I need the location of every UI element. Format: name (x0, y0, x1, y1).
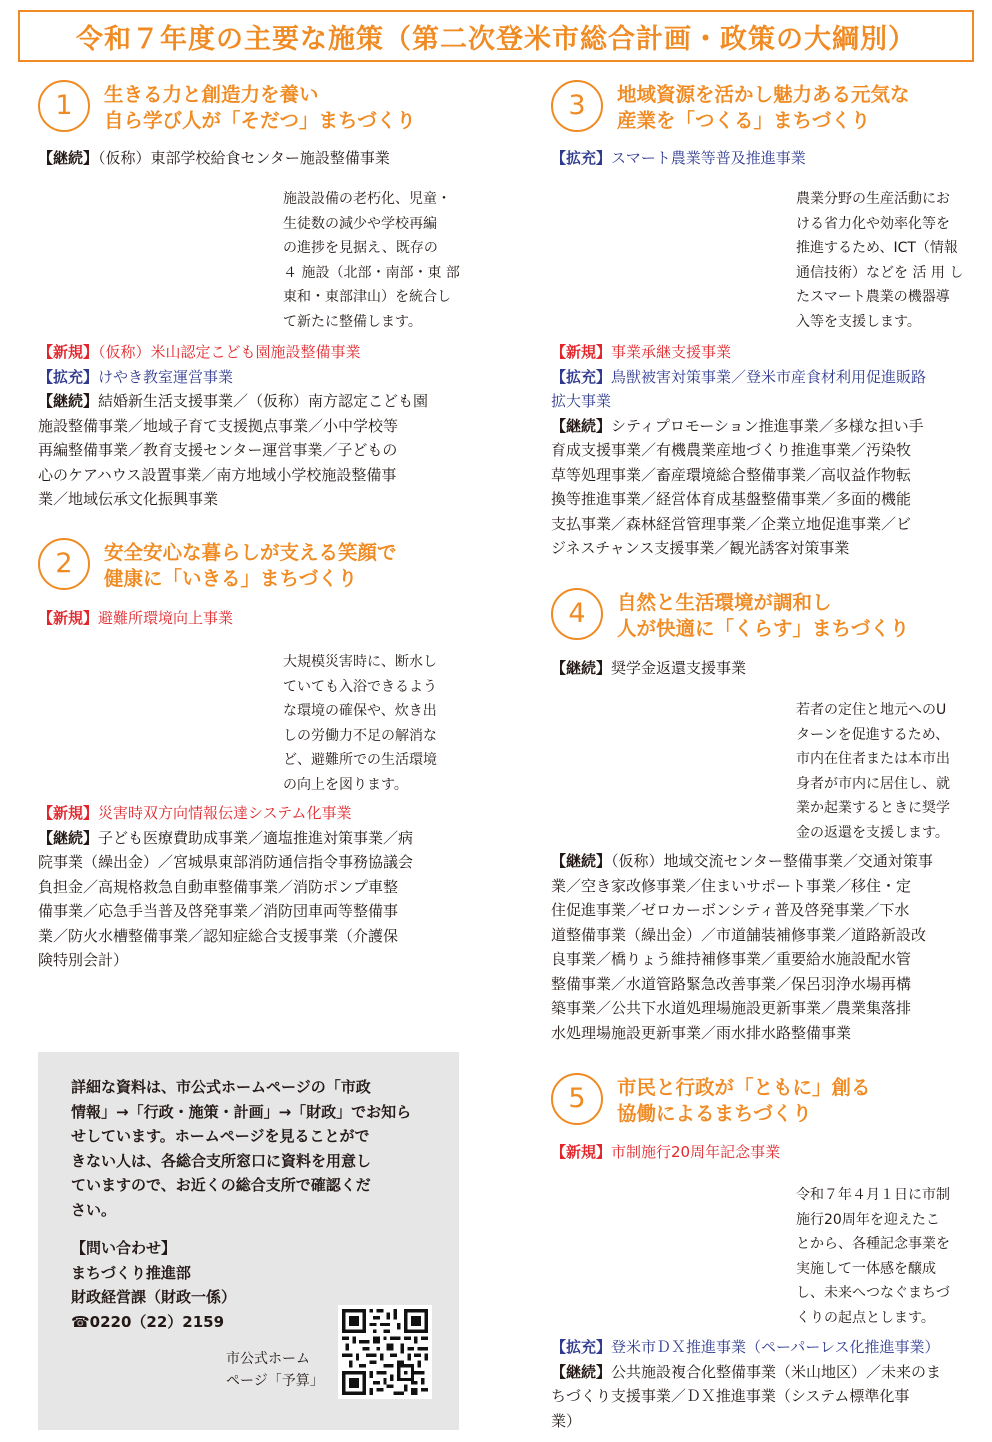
theme-3-note: 農業分野の生産活動にお ける省力化や効率化等を 推進するため、ICT（情報 通信技術）などを 活 用 し たスマート農業の機器導 入等を支援します。 (796, 191, 964, 330)
contact-heading: 【問い合わせ】 (71, 1239, 177, 1257)
theme-5-item-list: 【拡充】登米市ＤＸ推進事業（ペーパーレス化推進事業） 【継続】公共施設複合化整備事業（米山地区）／未来のま ちづくり支援事業／ＤＸ推進事業（システム標準化事 業） (551, 1335, 983, 1433)
theme-2-first-item: 【新規】避難所環境向上事業 (38, 609, 234, 627)
theme-2-title: 安全安心な暮らしが支える笑顔で 健康に「いきる」まちづくり (104, 541, 397, 590)
inquiry-panel (38, 1052, 459, 1430)
list-item: 【新規】事業承継支援事業 (551, 343, 732, 361)
theme-4-note: 若者の定住と地元へのU ターンを促進するため、 市内在住者または本市出 身者が市内に居住し、就 業か起業するときに奨学 金の返還を支援します。 (796, 702, 950, 841)
theme-5-title: 市民と行政が「ともに」創る 協働によるまちづくり (617, 1076, 871, 1125)
list-item: 【継続】結婚新生活支援事業／（仮称）南方認定こども園 (38, 392, 429, 410)
contact-department: まちづくり推進部 (71, 1263, 191, 1282)
theme-4-first-item: 【継続】奨学金返還支援事業 (551, 659, 747, 677)
list-item: 【継続】（仮称）地域交流センター整備事業／交通対策事 (551, 852, 933, 870)
theme-2-note: 大規模災害時に、断水し ていても入浴できるよう な環境の確保や、炊き出 しの労働力不足の解消な ど、避難所での生活環境 の向上を図ります。 (283, 654, 437, 793)
theme-5-note: 令和７年４月１日に市制 施行20周年を迎えたこ とから、各種記念事業を 実施して一体感を醸成 し、未来へつなぐまちづ くりの起点とします。 (796, 1187, 950, 1326)
theme-1-note: 施設設備の老朽化、児童・ 生徒数の減少や学校再編 の進捗を見据え、既存の ４ 施設（北部・南部・東 部 東和・東部津山）を統合し て新たに整備します。 (283, 191, 460, 330)
list-item: 【継続】公共施設複合化整備事業（米山地区）／未来のま (551, 1362, 942, 1381)
theme-2-header (38, 538, 470, 594)
page-title: 令和７年度の主要な施策（第二次登米市総合計画・政策の大綱別） (18, 10, 974, 62)
theme-5-number-badge: 5 (551, 1073, 603, 1125)
contact-phone: ☎0220（22）2159 (71, 1312, 225, 1331)
theme-4-item-list: 【継続】（仮称）地域交流センター整備事業／交通対策事 業／空き家改修事業／住まいサポート事業／移住・定 住促進事業／ゼロカーボンシティ普及啓発事業／下水 道整備事業（繰出金）／市道舗装補修事業／道路新設改 良事業／橋りょう維持補修事業／重要給水施設配水管 整備事業／水道管路緊急改善事業／保呂羽浄水場再構 築事業／公共下水道処理場施設更新事業／農業集落排 水処理場施設更新事業／雨水排水路整備事業 (551, 849, 983, 1045)
qr-caption: 市公式ホーム ページ「予算」 (226, 1351, 324, 1389)
theme-1-header (38, 80, 470, 136)
theme-4-header (551, 588, 983, 644)
list-item: 【継続】シティプロモーション推進事業／多様な担い手 (551, 416, 924, 435)
list-item: 【拡充】けやき教室運営事業 (38, 367, 234, 386)
theme-1-item-list: 【新規】（仮称）米山認定こども園施設整備事業 【拡充】けやき教室運営事業 【継続】結婚新生活支援事業／（仮称）南方認定こども園 施設整備事業／地域子育て支援拠点事業／小中学校等 再編整備事業／教育支援センター運営事業／子どもの 心のケアハウス設置事業／南方地域小学校施設整備事 業／地域伝承文化振興事業 (38, 340, 470, 512)
list-item: 【拡充】鳥獣被害対策事業／登米市産食材利用促進販路 (551, 367, 927, 386)
contact-section: 財政経営課（財政一係） (71, 1288, 237, 1306)
theme-1-title: 生きる力と創造力を養い 自ら学び人が「そだつ」まちづくり (104, 83, 416, 132)
theme-5-first-item: 【新規】市制施行20周年記念事業 (551, 1143, 781, 1161)
theme-1-first-item: 【継続】（仮称）東部学校給食センター施設整備事業 (38, 149, 390, 167)
list-item: 【新規】（仮称）米山認定こども園施設整備事業 (38, 343, 361, 361)
theme-3-first-item: 【拡充】スマート農業等普及推進事業 (551, 149, 806, 167)
list-item: 【拡充】登米市ＤＸ推進事業（ペーパーレス化推進事業） (551, 1338, 940, 1356)
list-item: 【継続】子ども医療費助成事業／適塩推進対策事業／病 (38, 828, 414, 847)
qr-code-icon[interactable] (338, 1305, 432, 1399)
theme-3-header (551, 80, 983, 136)
theme-3-item-list: 【新規】事業承継支援事業 【拡充】鳥獣被害対策事業／登米市産食材利用促進販路 拡大事業 【継続】シティプロモーション推進事業／多様な担い手 育成支援事業／有機農業産地づくり推進事業／汚染牧 草等処理事業／畜産環境総合整備事業／高収益作物転 換等推進事業／経営体育成基盤整備事業／多面的機能 支払事業／森林経営管理事業／企業立地促進事業／ビ ジネスチャンス支援事業／観光誘客対策事業 (551, 340, 983, 561)
list-item: 【新規】災害時双方向情報伝達システム化事業 (38, 804, 352, 822)
theme-2-number-badge: 2 (38, 538, 90, 590)
contact-info (71, 1236, 236, 1334)
theme-4-number-badge: 4 (551, 588, 603, 640)
theme-2-item-list: 【新規】災害時双方向情報伝達システム化事業 【継続】子ども医療費助成事業／適塩推進対策事業／病 院事業（繰出金）／宮城県東部消防通信指令事務協議会 負担金／高規格救急自動車整備事業／消防ポンプ車整 備事業／応急手当普及啓発事業／消防団車両等整備事 業／防火水槽整備事業／認知症総合支援事業（介護保 険特別会計） (38, 801, 470, 973)
theme-1-number-badge: 1 (38, 80, 90, 132)
theme-4-title: 自然と生活環境が調和し 人が快適に「くらす」まちづくり (617, 591, 910, 640)
theme-3-title: 地域資源を活かし魅力ある元気な 産業を「つくる」まちづくり (617, 83, 910, 132)
theme-5-header (551, 1073, 983, 1129)
info-text: 詳細な資料は、市公式ホームページの「市政 情報」→「行政・施策・計画」→「財政」でお知ら せしています。ホームページを見ることがで きない人は、各総合支所窓口に資料を用意し ていますので、お近くの総合支所で確認くだ さい。 (71, 1078, 412, 1219)
theme-3-number-badge: 3 (551, 80, 603, 132)
